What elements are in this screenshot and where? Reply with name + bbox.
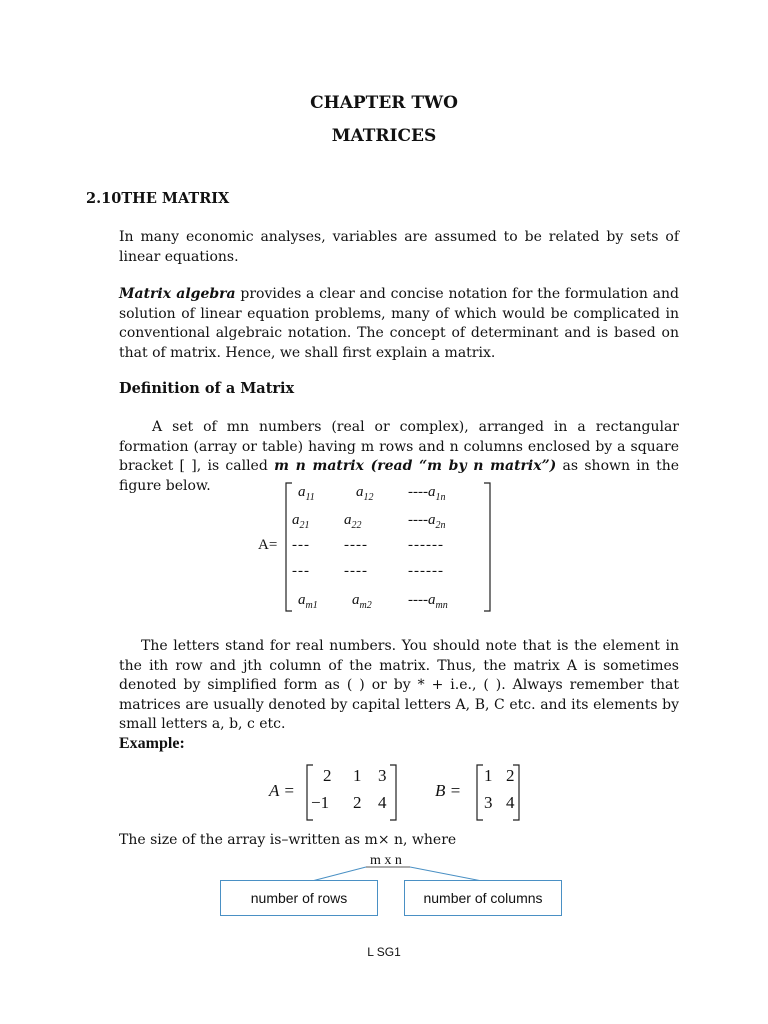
columns-box: number of columns	[404, 880, 562, 916]
matrix-a-label: A =	[269, 781, 295, 800]
element-a1n: $----a_{1n}$	[408, 484, 446, 503]
matrix-b-r2c1: 3	[484, 793, 493, 812]
matrix-a-r2c1: −1	[311, 793, 330, 812]
matrix-algebra-paragraph: Matrix algebra provides a clear and concise notation for the formulation and solution of linear equation problems, many of which would be complicated in conventional algebraic notation. The concept of determinant and is based on that of matrix. Hence, we shall first explain a matrix.	[119, 286, 679, 361]
matrix-b-label: B =	[435, 781, 462, 800]
element-am1: $a_{m1}$	[298, 592, 318, 611]
dash-r4c1: ---	[292, 563, 310, 579]
matrix-a-r2c2: 2	[353, 793, 362, 812]
element-a22: $a_{22}$	[344, 512, 362, 531]
matrix-algebra-term: Matrix algebra	[119, 286, 236, 302]
general-matrix-figure	[258, 480, 498, 615]
element-notation-paragraph: The letters stand for real numbers. You should note that is the element in the ith row and jth column of the matrix. Thus, the matrix A is sometimes denoted by simplified form as ( ) or by * + i.e., ( ). Always remember that matrices are usually denoted by capital letters A, B, C etc. and its elements by small letters a, b, c etc.	[119, 638, 679, 732]
definition-heading: Definition of a Matrix	[119, 380, 295, 397]
definition-paragraph: A set of mn numbers (real or complex), arranged in a rectangular formation (array or table) having m rows and n columns enclosed by a square bracket [ ], is called m n matrix (read “m by n matrix”) as shown in the figure below.	[119, 419, 679, 494]
dash-r3c1: ---	[292, 537, 310, 553]
element-a2n: $----a_{2n}$	[408, 512, 446, 531]
matrix-b-r1c1: 1	[484, 766, 493, 785]
size-diagram	[220, 853, 565, 919]
dash-r4c3: ------	[408, 563, 444, 579]
matrix-a-r2c3: 4	[378, 793, 387, 812]
matrix-b-r1c2: 2	[506, 766, 515, 785]
dash-r3c3: ------	[408, 537, 444, 553]
element-am2: $a_{m2}$	[352, 592, 372, 611]
matrix-b-r2c2: 4	[506, 793, 515, 812]
element-amn: $----a_{mn}$	[408, 592, 448, 611]
size-diagram-mxn: m x n	[370, 853, 402, 868]
definition-term: m n matrix (read “m by n matrix”)	[274, 458, 557, 474]
matrix-a-r1c3: 3	[378, 766, 387, 785]
matrix-a-r1c1: 2	[323, 766, 332, 785]
element-a11: $a_{11}$	[298, 484, 315, 503]
topic-title: MATRICES	[331, 126, 437, 146]
intro-paragraph: In many economic analyses, variables are assumed to be related by sets of linear equations.	[119, 229, 679, 265]
example-matrices	[265, 762, 535, 824]
dash-r3c2: ----	[344, 537, 368, 553]
matrix-label: A=	[258, 537, 278, 553]
section-number: 2.10	[86, 190, 122, 207]
example-brackets	[265, 762, 535, 824]
chapter-title: CHAPTER TWO	[310, 93, 458, 113]
element-a21: $a_{21}$	[292, 512, 310, 531]
page-footer: L SG1	[367, 945, 401, 959]
rows-box: number of rows	[220, 880, 378, 916]
element-a12: $a_{12}$	[356, 484, 374, 503]
size-text: The size of the array is–written as m× n, where	[119, 832, 457, 848]
example-heading: Example:	[119, 735, 185, 752]
matrix-a-r1c2: 1	[353, 766, 362, 785]
section-title: THE MATRIX	[121, 190, 230, 207]
section-heading	[86, 190, 229, 207]
dash-r4c2: ----	[344, 563, 368, 579]
